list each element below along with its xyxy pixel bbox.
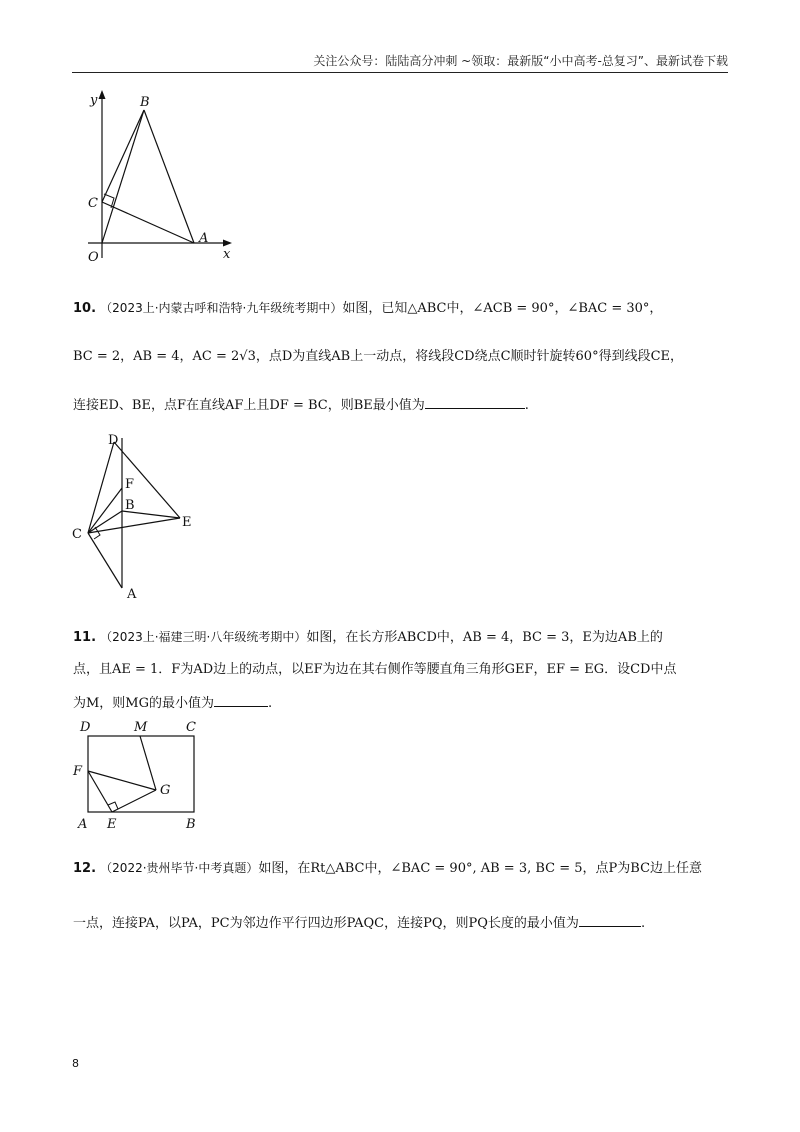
problem12-end: . <box>640 916 646 931</box>
label-e: E <box>182 515 192 530</box>
label-f: F <box>125 477 135 492</box>
label-c: C <box>186 720 196 735</box>
problem11-text-1: 如图，在长方形ABCD中，AB = 4，BC = 3，E为边AB上的 <box>306 630 663 645</box>
label-g: G <box>160 783 171 798</box>
segment-ca <box>102 202 194 243</box>
problem11-line3 <box>73 692 733 715</box>
rectangle-abcd <box>88 736 194 812</box>
header-rule <box>72 72 728 73</box>
figure-axes-triangle <box>80 88 250 268</box>
label-d: D <box>80 720 91 735</box>
problem12-line2 <box>73 912 733 935</box>
label-x: x <box>223 247 231 262</box>
figure-problem11 <box>70 716 220 836</box>
label-c: C <box>72 527 82 542</box>
y-axis-arrow <box>99 90 106 99</box>
label-m: M <box>134 720 148 735</box>
label-e: E <box>107 817 117 832</box>
label-f: F <box>73 764 83 779</box>
label-b: B <box>186 817 196 832</box>
problem10-text-1: 如图，已知△ABC中，∠ACB = 90°，∠BAC = 30°， <box>342 301 663 316</box>
label-y: y <box>90 93 98 108</box>
page-header: 关注公众号：陆陆高分冲刺 ~领取：最新版“小中高考-总复习”、最新试卷下载 <box>313 54 728 68</box>
problem12-number: 12. <box>73 861 97 876</box>
segment-eg <box>112 790 156 812</box>
problem10-text-3: 连接ED、BE，点F在直线AF上且DF = BC，则BE最小值为 <box>73 398 425 413</box>
page-number: 8 <box>72 1057 79 1070</box>
segment-ba <box>144 110 194 243</box>
label-o: O <box>88 250 99 265</box>
problem11-number: 11. <box>73 630 97 645</box>
problem11-text-3: 为M，则MG的最小值为 <box>73 696 215 711</box>
segment-ce <box>88 518 180 533</box>
problem12-line1 <box>73 857 733 880</box>
problem10-line2: BC = 2，AB = 4，AC = 2√3，点D为直线AB上一动点，将线段CD绕点C顺时针旋转60°得到线段CE， <box>73 349 684 364</box>
label-a: A <box>127 587 137 602</box>
problem10-line3 <box>73 394 733 417</box>
label-a: A <box>78 817 88 832</box>
problem11-line2: 点，且AE = 1．F为AD边上的动点，以EF为边在其右侧作等腰直角三角形GEF，EF = EG．设CD中点 <box>73 662 677 677</box>
segment-fg <box>88 771 156 790</box>
segment-ca <box>88 533 122 588</box>
x-axis-arrow <box>223 240 232 247</box>
figure-problem10 <box>70 430 220 605</box>
problem12-text-2: 一点，连接PA，以PA，PC为邻边作平行四边形PAQC，连接PQ，则PQ长度的最小值为 <box>73 916 579 931</box>
segment-de <box>114 442 180 518</box>
problem10-line1 <box>73 297 733 320</box>
label-d: D <box>108 433 119 448</box>
answer-blank-10[interactable] <box>425 394 525 409</box>
segment-cf <box>88 488 122 533</box>
label-b: B <box>140 95 150 110</box>
problem10-source: （2023上·内蒙古呼和浩特·九年级统考期中） <box>100 301 343 315</box>
problem12-text-1: 如图，在Rt△ABC中，∠BAC = 90°, AB = 3, BC = 5，点P为BC边上任意 <box>258 861 703 876</box>
segment-cb <box>102 110 144 202</box>
problem11-line1 <box>73 626 733 649</box>
segment-mg <box>140 736 156 790</box>
answer-blank-11[interactable] <box>214 692 268 707</box>
problem10-end: . <box>524 398 529 413</box>
problem12-source: （2022·贵州毕节·中考真题） <box>100 861 259 875</box>
label-b: B <box>125 498 135 513</box>
label-a: A <box>199 231 209 246</box>
answer-blank-12[interactable] <box>579 912 641 927</box>
problem11-source: （2023上·福建三明·八年级统考期中） <box>100 630 307 644</box>
label-c: C <box>88 196 98 211</box>
problem10-number: 10. <box>73 301 97 316</box>
segment-ob <box>102 110 144 243</box>
problem11-end: . <box>268 696 273 711</box>
right-angle-mark <box>104 194 114 208</box>
